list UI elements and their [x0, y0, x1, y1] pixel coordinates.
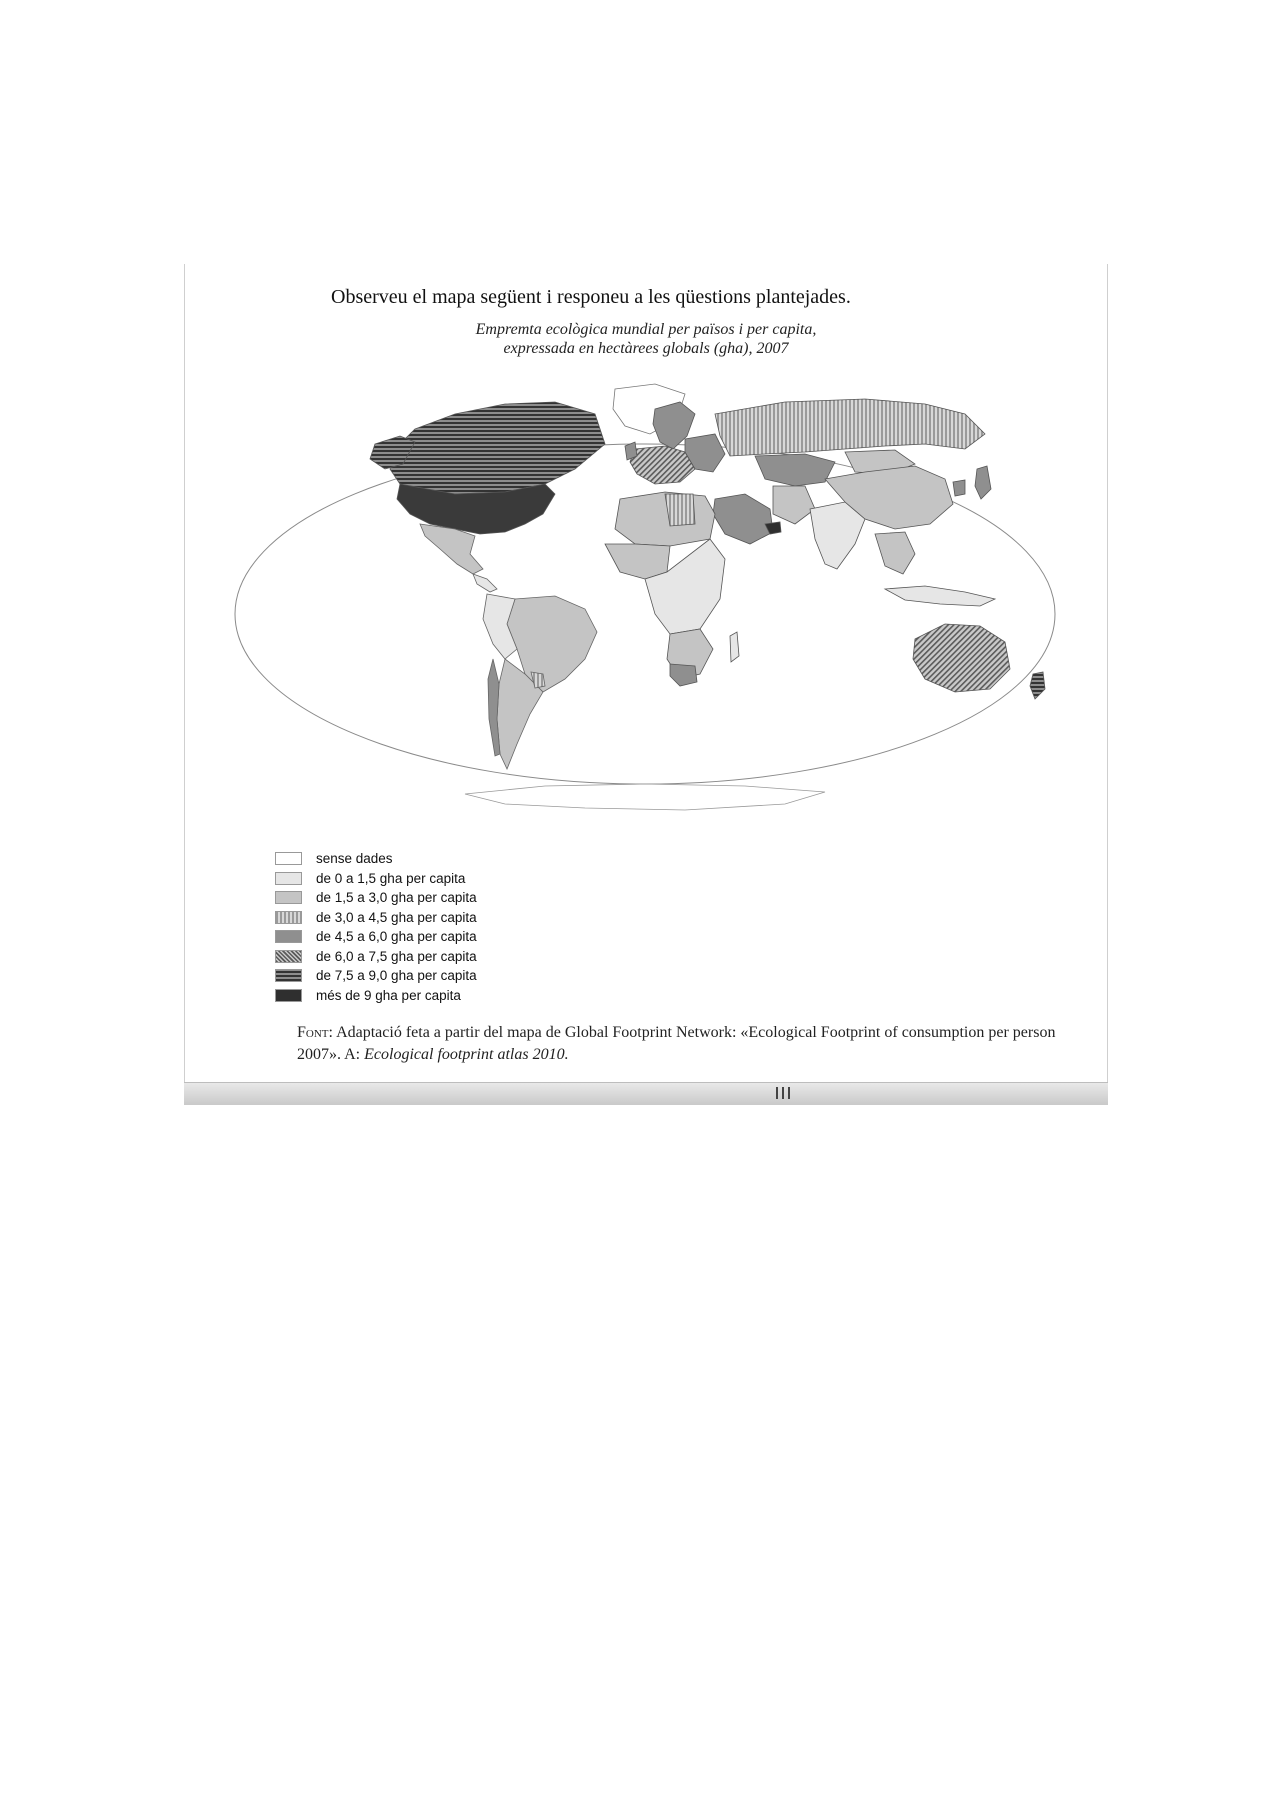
source-citation: [297, 1022, 1057, 1066]
legend-label: de 3,0 a 4,5 gha per capita: [316, 909, 477, 925]
region-madagascar: [730, 632, 739, 662]
grip-icon[interactable]: [776, 1087, 790, 1099]
map-legend: [275, 849, 477, 1005]
region-australia: [913, 624, 1010, 692]
region-canada: [390, 402, 605, 494]
map-title: [185, 320, 1107, 358]
region-north-africa: [615, 492, 715, 546]
region-south-africa: [670, 664, 697, 686]
legend-label: de 7,5 a 9,0 gha per capita: [316, 968, 477, 984]
legend-swatch: [275, 950, 302, 963]
source-text: : Adaptació feta a partir del mapa de Global Footprint Network: «Ecological Footprint of consumption per person 2007». A:: [297, 1024, 1056, 1063]
world-map: [225, 374, 1065, 844]
legend-swatch: [275, 969, 302, 982]
region-kazakhstan: [755, 454, 835, 486]
legend-label: de 6,0 a 7,5 gha per capita: [316, 948, 477, 964]
legend-item: [275, 849, 477, 869]
legend-label: sense dades: [316, 851, 393, 867]
legend-swatch: [275, 852, 302, 865]
legend-swatch: [275, 930, 302, 943]
source-title: Ecological footprint atlas 2010.: [364, 1046, 569, 1063]
region-libya: [665, 494, 695, 526]
legend-label: més de 9 gha per capita: [316, 987, 461, 1003]
region-indonesia: [885, 586, 995, 606]
region-korea: [953, 480, 965, 496]
region-japan: [975, 466, 991, 499]
legend-label: de 1,5 a 3,0 gha per capita: [316, 890, 477, 906]
legend-item: [275, 986, 477, 1006]
map-title-line2: expressada en hectàrees globals (gha), 2007: [503, 340, 789, 357]
legend-item: [275, 966, 477, 986]
region-iran: [773, 486, 815, 524]
region-antarctica: [465, 784, 825, 810]
legend-label: de 4,5 a 6,0 gha per capita: [316, 929, 477, 945]
instruction-text: Observeu el mapa següent i responeu a les qüestions plantejades.: [331, 286, 851, 308]
region-central-america: [473, 574, 497, 592]
legend-swatch: [275, 911, 302, 924]
legend-item: [275, 869, 477, 889]
legend-item: [275, 927, 477, 947]
legend-label: de 0 a 1,5 gha per capita: [316, 870, 466, 886]
legend-swatch: [275, 989, 302, 1002]
document-frame: [184, 264, 1108, 1102]
horizontal-scrollbar[interactable]: [184, 1082, 1108, 1105]
legend-item: [275, 947, 477, 967]
region-russia: [715, 399, 985, 456]
grip-line: [788, 1087, 790, 1099]
source-prefix: Font: [297, 1024, 329, 1041]
legend-swatch: [275, 872, 302, 885]
region-southeast-asia: [875, 532, 915, 574]
grip-line: [776, 1087, 778, 1099]
region-saudi-arabia: [713, 494, 773, 544]
legend-item: [275, 908, 477, 928]
legend-item: [275, 888, 477, 908]
grip-line: [782, 1087, 784, 1099]
region-new-zealand: [1030, 672, 1045, 699]
legend-swatch: [275, 891, 302, 904]
map-title-line1: Empremta ecològica mundial per països i per capita,: [475, 321, 817, 338]
